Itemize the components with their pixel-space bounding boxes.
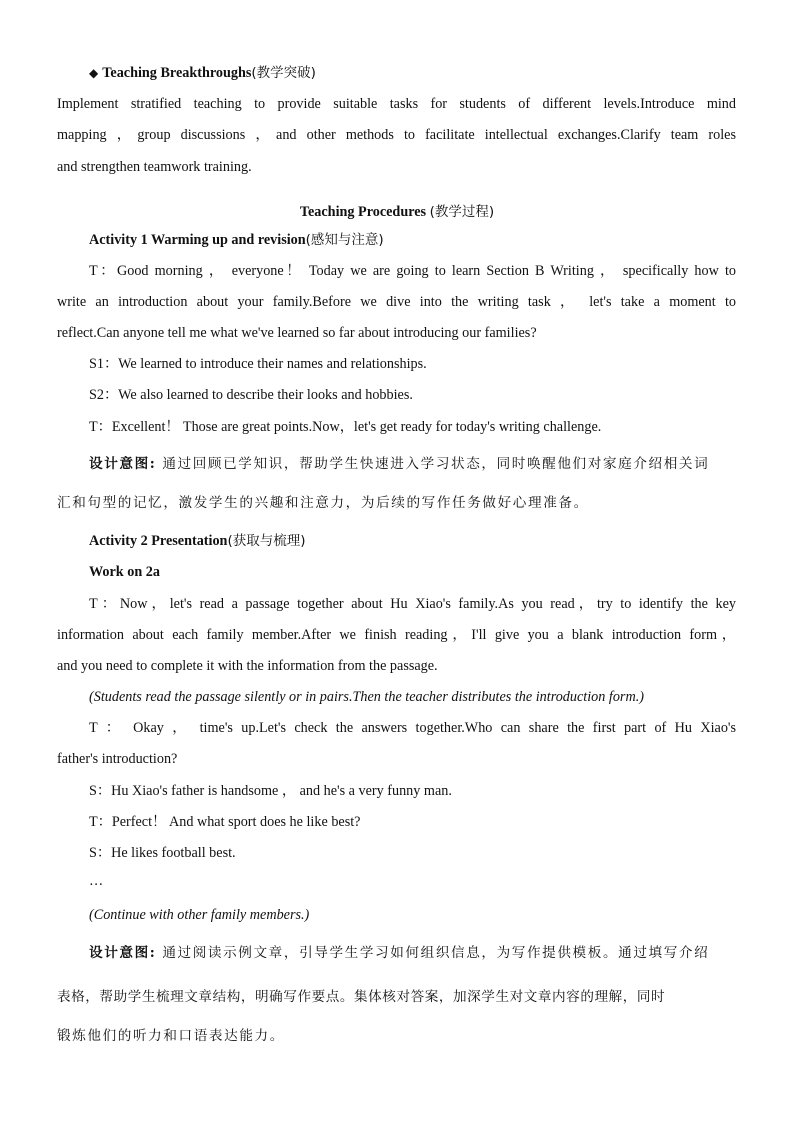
activity1-design-intent-line-1 (89, 455, 709, 473)
activity1-heading-cn: (感知与注意) (305, 232, 384, 248)
procedures-title-cn: (教学过程) (429, 204, 495, 220)
activity1-student2: S2：We also learned to describe their looks and hobbies. (89, 387, 413, 403)
activity2-teacher-line-3: and you need to complete it with the information from the passage. (57, 658, 438, 674)
breakthroughs-line-2: mapping ，group discussions ，and other methods to facilitate intellectual exchanges.Clarify team roles (57, 127, 736, 143)
activity1-teacher-line-2: write an introduction about your family.Before we dive into the writing task ， let's take a moment to (57, 294, 736, 310)
activity2-design-text-1: 通过阅读示例文章，引导学生学习如何组织信息，为写作提供模板。通过填写介绍 (156, 945, 710, 961)
activity2-stage-note-2: (Continue with other family members.) (89, 907, 310, 923)
activity1-student1: S1：We learned to introduce their names and relationships. (89, 356, 427, 372)
breakthroughs-heading-cn: (教学突破) (251, 65, 316, 81)
activity2-heading-en: Activity 2 Presentation (89, 533, 228, 549)
activity1-teacher-reply: T：Excellent！ Those are great points.Now，let's get ready for today's writing challenge. (89, 419, 602, 435)
activity2-design-intent-line-2: 表格，帮助学生梳理文章结构，明确写作要点。集体核对答案，加深学生对文章内容的理解，同时 (57, 989, 666, 1005)
activity2-student-answer-2: S：He likes football best. (89, 845, 236, 861)
activity2-teacher-line-1: T：Now，let's read a passage together about Hu Xiao's family.As you read，try to identify the key (89, 596, 736, 612)
activity1-teacher-line-3: reflect.Can anyone tell me what we've learned so far about introducing our families? (57, 325, 537, 341)
activity2-student-answer-1: S：Hu Xiao's father is handsome ， and he's a very funny man. (89, 783, 452, 799)
diamond-bullet-icon: ◆ (89, 66, 99, 80)
activity1-heading-en: Activity 1 Warming up and revision (89, 232, 306, 248)
activity2-heading (89, 532, 305, 550)
activity2-teacher-check-line-2: father's introduction? (57, 751, 178, 767)
procedures-title-en: Teaching Procedures (299, 204, 427, 220)
breakthroughs-line-3: and strengthen teamwork training. (57, 159, 252, 175)
breakthroughs-heading-en: Teaching Breakthroughs (102, 65, 252, 81)
activity1-design-intent-line-2: 汇和句型的记忆，激发学生的兴趣和注意力，为后续的写作任务做好心理准备。 (57, 495, 589, 511)
activity2-heading-cn: (获取与梳理) (227, 533, 306, 549)
activity2-teacher-line-2: information about each family member.After we finish reading，I'll give you a blank introduction form， (57, 627, 736, 643)
activity2-teacher-question: T：Perfect！ And what sport does he like best? (89, 814, 361, 830)
activity1-design-text-1: 通过回顾已学知识，帮助学生快速进入学习状态，同时唤醒他们对家庭介绍相关词 (156, 456, 710, 472)
activity2-stage-note-1: (Students read the passage silently or in pairs.Then the teacher distributes the introduction form.) (89, 689, 644, 705)
activity1-teacher-line-1: T：Good morning ， everyone！ Today we are going to learn Section B Writing ， specifically how to (89, 263, 736, 279)
breakthroughs-heading (89, 64, 316, 82)
activity2-subheading: Work on 2a (89, 564, 160, 580)
activity2-teacher-check-line-1: T ： Okay ， time's up.Let's check the answers together.Who can share the first part of Hu Xiao's (89, 720, 736, 736)
ellipsis: … (89, 873, 104, 889)
activity1-design-label: 设计意图: (89, 456, 157, 472)
activity2-design-intent-line-3: 锻炼他们的听力和口语表达能力。 (57, 1028, 285, 1044)
procedures-title (0, 203, 794, 221)
breakthroughs-line-1: Implement stratified teaching to provide suitable tasks for students of different levels.Introduce mind (57, 96, 736, 112)
activity2-design-label: 设计意图: (89, 945, 157, 961)
activity2-design-intent-line-1 (89, 944, 709, 962)
activity1-heading (89, 231, 384, 249)
